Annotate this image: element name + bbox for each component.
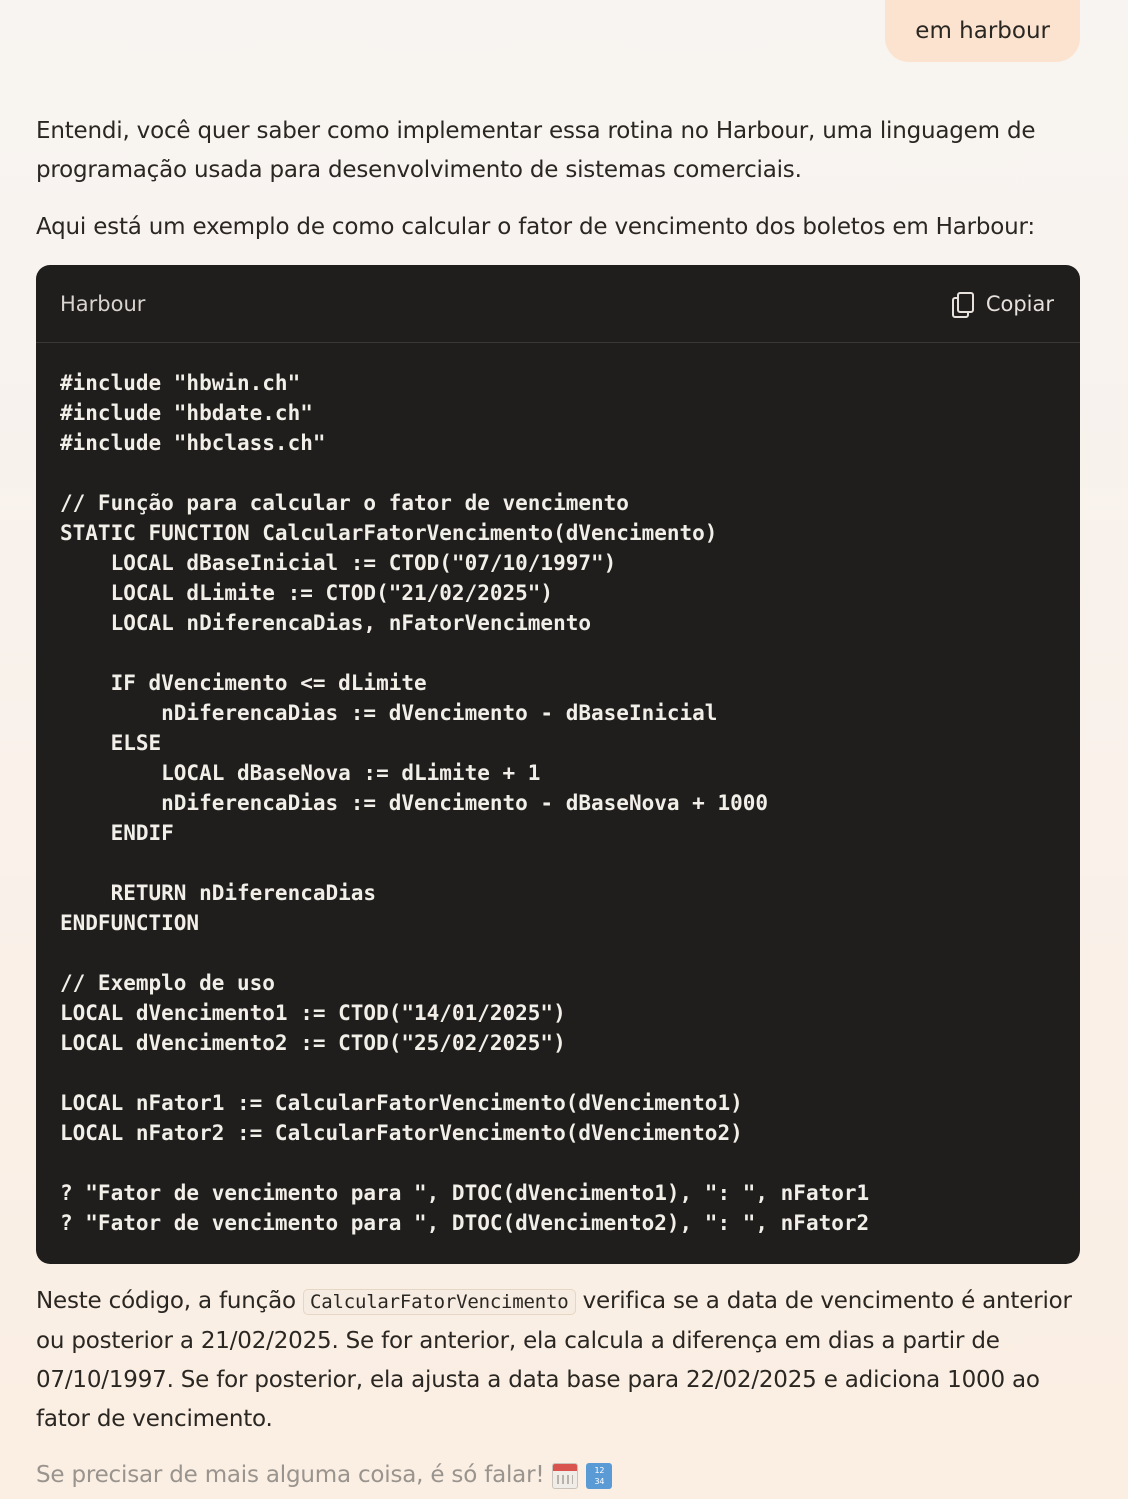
- code-block: [36, 265, 1080, 1264]
- user-message-text: em harbour: [915, 18, 1050, 44]
- assistant-paragraph-lead: Aqui está um exemplo de como calcular o fator de vencimento dos boletos em Harbour:: [36, 214, 1035, 240]
- copy-button-label: Copiar: [985, 291, 1054, 316]
- copy-button[interactable]: [952, 292, 1054, 316]
- calendar-icon: [552, 1463, 578, 1489]
- assistant-paragraph-intro: Entendi, você quer saber como implementar essa rotina no Harbour, uma linguagem de programação usada para desenvolvimento de sistemas comerciais.: [36, 118, 1036, 183]
- explanation-text-after: verifica se a data de vencimento é anterior ou posterior a 21/02/2025. Se for anterior, ela calcula a diferença em dias a partir de 07/10/1997. Se for posterior, ela ajusta a data base para 22/02/2025 e adiciona 1000 ao fator de vencimento.: [36, 1288, 1072, 1432]
- code-block-header: [36, 265, 1080, 343]
- user-message-bubble: [885, 0, 1080, 62]
- code-language-label: Harbour: [60, 291, 146, 316]
- input-numbers-icon: 12 34: [586, 1463, 612, 1489]
- code-content: #include "hbwin.ch" #include "hbdate.ch" #include "hbclass.ch" // Função para calcular o fator de vencimento STATIC FUNCTION CalcularFatorVencimento(dVencimento) LOCAL dBaseInicial := CTOD("07/10/1997") LOCAL dLimite := CTOD("21/02/2025") LOCAL nDiferencaDias, nFatorVencimento IF dVencimento <= dLimite nDiferencaDias := dVencimento - dBaseInicial ELSE LOCAL dBaseNova := dLimite + 1 nDiferencaDias := dVencimento - dBaseNova + 1000 ENDIF RETURN nDiferencaDias ENDFUNCTION // Exemplo de uso LOCAL dVencimento1 := CTOD("14/01/2025") LOCAL dVencimento2 := CTOD("25/02/2025") LOCAL nFator1 := CalcularFatorVencimento(dVencimento1) LOCAL nFator2 := CalcularFatorVencimento(dVencimento2) ? "Fator de vencimento para ", DTOC(dVencimento1), ": ", nFator1 ? "Fator de vencimento para ", DTOC(dVencimento2), ": ", nFator2: [60, 371, 870, 1235]
- assistant-paragraph-closing: [36, 1456, 1080, 1495]
- assistant-message: [36, 112, 1080, 1495]
- explanation-text-before: Neste código, a função: [36, 1288, 303, 1314]
- assistant-paragraph-explanation: [36, 1282, 1080, 1439]
- copy-icon: [952, 292, 972, 316]
- closing-text: Se precisar de mais alguma coisa, é só falar!: [36, 1462, 545, 1488]
- inline-code-function-name: CalcularFatorVencimento: [303, 1289, 576, 1315]
